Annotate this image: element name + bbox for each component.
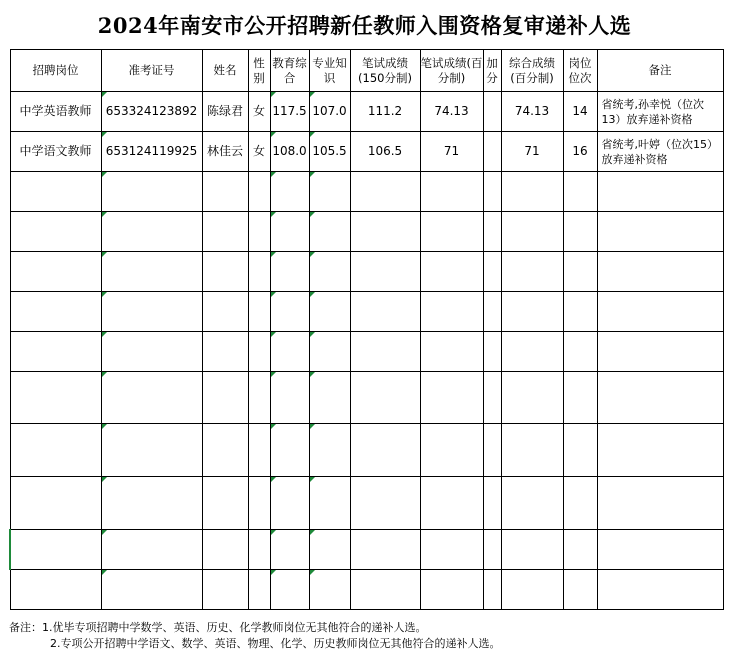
cell-pro: 105.5 [309, 132, 350, 172]
cell-total100: 74.13 [501, 92, 563, 132]
header-pro: 专业知识 [309, 50, 350, 92]
cell-written100: 74.13 [420, 92, 483, 132]
cell-post: 中学语文教师 [10, 132, 101, 172]
cell-post: 中学英语教师 [10, 92, 101, 132]
header-remark: 备注 [597, 50, 723, 92]
cell-written150: 111.2 [350, 92, 420, 132]
cell-remark: 省统考,孙幸悦（位次13）放弃递补资格 [597, 92, 723, 132]
cell-exam-no: 653124119925 [101, 132, 202, 172]
candidate-table [9, 49, 724, 610]
empty-row [10, 570, 723, 610]
footnote-line-1: 备注：1.优毕专项招聘中学数学、英语、历史、化学教师岗位无其他符合的递补人选。 [9, 621, 427, 634]
cell-gender: 女 [248, 92, 270, 132]
table-row [10, 132, 723, 172]
header-name: 姓名 [202, 50, 248, 92]
header-gender: 性别 [248, 50, 270, 92]
cell-name: 陈绿君 [202, 92, 248, 132]
empty-row [10, 424, 723, 477]
empty-row [10, 212, 723, 252]
cell-edu: 117.5 [270, 92, 309, 132]
cell-written150: 106.5 [350, 132, 420, 172]
page-title: 2024年南安市公开招聘新任教师入围资格复审递补人选 [97, 13, 632, 38]
table-row [10, 92, 723, 132]
empty-row [10, 477, 723, 530]
cell-bonus [483, 132, 501, 172]
header-bonus: 加分 [483, 50, 501, 92]
footnote-line-2: 2.专项公开招聘中学语文、数学、英语、物理、化学、历史教师岗位无其他符合的递补人选。 [50, 637, 501, 650]
header-total100: 综合成绩(百分制) [501, 50, 563, 92]
cell-gender: 女 [248, 132, 270, 172]
empty-row [10, 530, 723, 570]
header-post: 招聘岗位 [10, 50, 101, 92]
footnote [9, 620, 501, 652]
cell-written100: 71 [420, 132, 483, 172]
empty-row [10, 172, 723, 212]
header-written150: 笔试成绩(150分制) [350, 50, 420, 92]
header-rank: 岗位位次 [563, 50, 597, 92]
header-row [10, 50, 723, 92]
cell-remark: 省统考,叶婷（位次15）放弃递补资格 [597, 132, 723, 172]
empty-row [10, 332, 723, 372]
cell-exam-no: 653324123892 [101, 92, 202, 132]
empty-row [10, 372, 723, 424]
empty-row [10, 292, 723, 332]
cell-name: 林佳云 [202, 132, 248, 172]
header-exam-no: 准考证号 [101, 50, 202, 92]
cell-bonus [483, 92, 501, 132]
empty-row [10, 252, 723, 292]
cell-edu: 108.0 [270, 132, 309, 172]
cell-pro: 107.0 [309, 92, 350, 132]
cell-rank: 16 [563, 132, 597, 172]
cell-rank: 14 [563, 92, 597, 132]
header-edu: 教育综合 [270, 50, 309, 92]
cell-total100: 71 [501, 132, 563, 172]
header-written100: 笔试成绩(百分制) [420, 50, 483, 92]
